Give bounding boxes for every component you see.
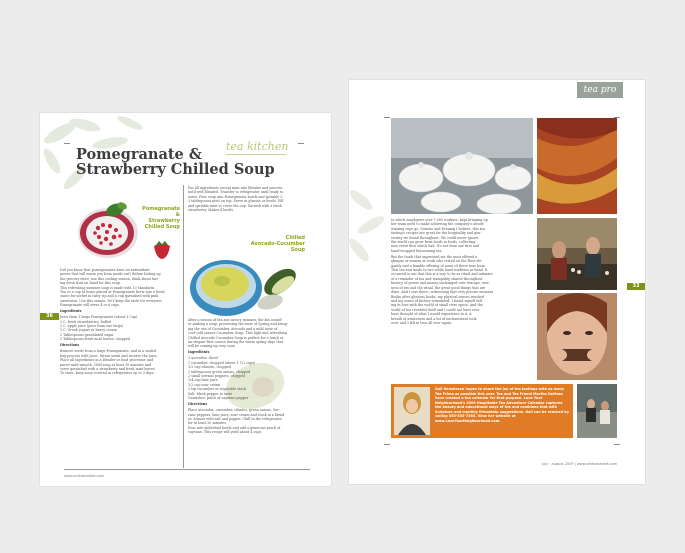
column-2-top-text (188, 186, 310, 214)
footer-text: july · august 2009 | www.omkamarket.com (541, 462, 617, 466)
recipe-label-line: Chilled Soup (144, 224, 180, 230)
directions-heading: Directions (60, 343, 80, 348)
footer-rule (64, 469, 310, 470)
section-tab: tea kitchen (226, 140, 289, 153)
column-1-text (60, 268, 178, 377)
directions-paragraph: Remove seeds from a large Pomegranate, and in a sealed bag process with juice. Strain seeds and reserve the juice. Place all ingredients in a blender or food processor and puree until smooth. Chill soup at least 30 minutes and serve garnished with a strawberry and fresh mint leaves. To store, keep soup covered in refrigerator up to 3 days. (60, 349, 158, 376)
continued-paragraph: Put all ingredients except mint into blender and process until well blended. Transfer to refrigerator until ready to serve. Pour soup into Pomegranate bowls and sprinkle 2- 3 tablespoons mint on top. Serve in glasses or bowls. Fill and sprinkle mint to cover the cup. Garnish with a fresh strawberry. Makes 4 bowls. (188, 186, 284, 213)
title-line-1: Pomegranate & (76, 146, 202, 163)
column-2-text (188, 318, 310, 436)
intro-paragraph: Did you know that pomegranates have an antioxidant power that will warm you from inside out? Before hitting up the grocery store, use this cooling season, think about hav- ing fresh fruit on hand for this soup. This refreshing summer soup is made with 10 Mandarin Tea so a cup at home placed at Pomegranate brew into a fresh sauce for sorbet in tasty sip and a cup garnished with pink sweetness. Use this season, let's keep the taste for everyone. Pomegranate will serve 4 or 6 cups. (60, 268, 165, 308)
recipe-label-line: Soup (290, 247, 305, 253)
promo-text: Gail Henderson hopes to share the joy of tea tastings with as many Tea Prima as possible this year. Tea and Tea Friend Martha DeMoss have created a fun calendar for that purpose. Love Your Neighborhood's 2009 Hospitable Tea Adventure Calendar captures the beauty and educational ways of tea and combines that with Scripture and monthly friendship suggestions. Gail can be reached by calling 555-555-7265. View her website at www.LoveYourNeighborhood.com. (435, 387, 569, 423)
corner-mark (64, 143, 70, 144)
column-divider (183, 185, 184, 468)
ingredients-heading: Ingredients (60, 309, 82, 314)
author-photo (394, 387, 430, 435)
left-magazine-page (40, 113, 331, 486)
tea-shop-photo (537, 218, 617, 290)
pomegranate-photo (70, 193, 150, 263)
page-number: 33 (627, 283, 645, 290)
recipe-label-line: Avocado-Cucumber (250, 241, 305, 247)
recipe-label-line: Chilled (285, 235, 305, 241)
corner-mark (384, 444, 390, 445)
article-paragraph-2: But the foods that impressed me the most offered a glimpse of women at work who rested on the floor ele- gantly and a humble offering of some of these teas from Thai tea and made to two while hand tradition as hand. It occurred to me that this is a way to be as ritual and intimate of a reminder of tea and tranquility shared throughout history, of power and money exchanged over teacups, new ness of tea and the ritual, the great good things that are done. And I was there—witnessing that very precise moment. Books after glorious books, my physical senses reached and my sense of history stimulated, I found myself fall- ing in love with the world of small river space. And the world of tea revealed itself and I could not have ever have thought of what I would experience in it. A breath of awareness and a bit of enchantment took over, and I fell in love all over again. (391, 254, 495, 325)
recipe-label-line: Pomegranate & (142, 206, 180, 218)
directions-heading-2: Directions (188, 402, 208, 407)
strawberry-photo (150, 238, 175, 260)
ingredients-list-2: 2 avocados, diced 1 cucumber, chopped (about 1 1/2 cups) 1/2 cup cilantro, chopped 2 tablespoons green onions, chopped 2 small serrano peppers, chopped 1/4 cup lime juice 1/2 cup sour cream 2 tsp cucumber or vegetable stock Salt, black pepper to taste Garnishes: pinch of cayenne pepper (188, 356, 256, 401)
footer-url: www.omkamarket.com (64, 474, 105, 478)
directions-paragraph-2: Place avocados, cucumber, cilantro, green onions, Ser- rano peppers, lime juice, sour cream and stock in a blend- er. Season with salt and pepper. Chill in the refrigerator for at least 20 minutes. Pour into individual bowls and add a generous pinch of cayenne. This recipe will yield about 4 cups. (188, 408, 286, 435)
tea-tasting-photo (537, 293, 617, 380)
title-line-2: Strawberry Chilled Soup (76, 161, 275, 178)
page-number: 36 (40, 313, 59, 320)
article-paragraph-1: to which employees over 7,000 workers, kept bringing up her team need to make achieving the company's award- winning cups go. Sunrise and Evening I believe, this tea tasting's recipes are great for the hospitality and gen- erosity we found throughout. We could never ignore the world can grow from foods in foods, collecting new event flow which had. It's not from our first and hand-wrapped blossoming tea. (391, 218, 488, 253)
recipe-label-pomegranate (140, 206, 180, 230)
avocado-intro: After a season of tea and savory summer, the kin consid- er making a soup, processing the taste of Spring and bring- ing the use of Cucumber, Avocado and a mild taste of cool-cold season Cucumber Soup. This light and refreshing Chilled Avocado-Cucumber Soup is perfect for a lunch or an elegant first course during the warm spring days that will be coming up very soon. (188, 318, 288, 349)
avocado-soup-photo (188, 248, 310, 318)
ingredients-heading-2: Ingredients (188, 350, 210, 355)
right-magazine-page (349, 80, 645, 484)
author-promo-box (391, 384, 573, 438)
teapots-photo (391, 118, 533, 214)
corner-mark (298, 143, 304, 144)
corner-mark (614, 444, 620, 445)
page-title (76, 147, 275, 177)
spices-photo (537, 118, 617, 214)
section-tab: tea pro (577, 82, 623, 98)
ingredients-list: Juice from 1 large Pomegranate (about 1 Cup) 2 C. fresh strawberries, hulled 2 C. apple juice (juice from one large) 1 C. Greek yogurt or heavy cream 2 Tablespoons granulated sugar 2 Tablespoons fresh mint leaves, chopped (60, 315, 138, 342)
corner-mark (384, 117, 390, 118)
recipe-label-line: Strawberry (148, 218, 180, 224)
market-photo (577, 384, 617, 438)
article-text (391, 218, 533, 327)
